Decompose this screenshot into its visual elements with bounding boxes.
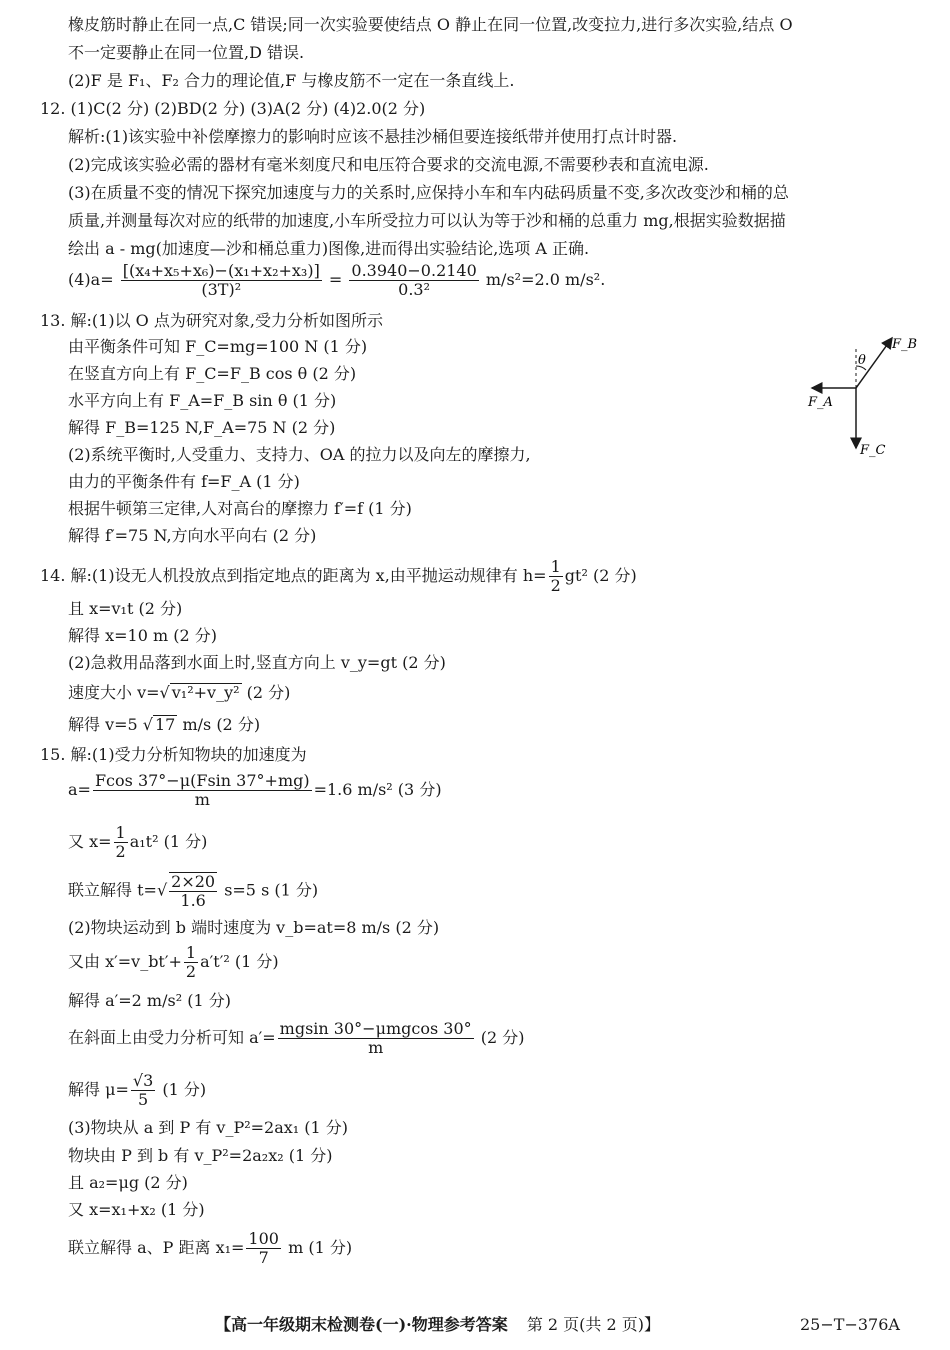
text-line: 根据牛顿第三定律,人对高台的摩擦力 f′=f (1 分) — [68, 499, 412, 518]
text-line: 又 x=x₁+x₂ (1 分) — [68, 1200, 205, 1219]
fraction: $\frac{Fcos 37^\circ-\mu(Fsin 37^\circ+mg)}{m}$ — [94, 771, 310, 809]
text-line: (2)F 是 F₁、F₂ 合力的理论值,F 与橡皮筋不一定在一条直线上. — [68, 71, 515, 90]
text-line: (2)物块运动到 b 端时速度为 v_b=at=8 m/s (2 分) — [68, 918, 440, 937]
text-line: (2)完成该实验必需的器材有毫米刻度尺和电压符合要求的交流电源,不需要秒表和直流电源. — [68, 155, 709, 174]
formula-line: 又由 x′=v_bt′+ $\frac{1}{2}$ a′t′² (1 分) — [68, 943, 279, 981]
text-line: 由力的平衡条件有 f=F_A (1 分) — [68, 472, 300, 491]
fraction: $\frac{100}{7}$ — [248, 1229, 279, 1267]
formula-line: 联立解得 a、P 距离 x₁= $\frac{100}{7}$ m (1 分) — [68, 1229, 353, 1267]
fraction: $\frac{1}{2}$ — [115, 823, 126, 861]
formula-line: 解得 μ= $\frac{√3}{5}$ (1 分) — [68, 1071, 207, 1109]
theta-label: θ — [858, 353, 866, 368]
text-line: 解析:(1)该实验中补偿摩擦力的影响时应该不悬挂沙桶但要连接纸带并使用打点计时器. — [68, 127, 678, 146]
text-line: (2)系统平衡时,人受重力、支持力、OA 的拉力以及向左的摩擦力, — [68, 445, 531, 464]
text-line: 解得 x=10 m (2 分) — [68, 626, 217, 645]
text-line: 水平方向上有 F_A=F_B sin θ (1 分) — [68, 391, 337, 410]
formula-line: 在斜面上由受力分析可知 a′= $\frac{\text{mgsin 30°−μmgcos 30°}}{m}$ (2 分) — [68, 1019, 525, 1057]
text-line: 由平衡条件可知 F_C=mg=100 N (1 分) — [68, 337, 368, 356]
formula-line: 联立解得 t=√ $\frac{2\times 20}{1.6}$ s=5 s (1 分) — [68, 872, 319, 910]
formula-line: 解得 v=5 √ 17 m/s (2 分) — [68, 715, 261, 734]
footer-title: 【高一年级期末检测卷(一)·物理参考答案 第 2 页(共 2 页)】 — [215, 1315, 661, 1334]
fraction: $\frac{2\times 20}{1.6}$ — [171, 872, 216, 910]
text-line: 质量,并测量每次对应的纸带的加速度,小车所受拉力可以认为等于沙和桶的总重力 mg,根据实验数据描 — [68, 211, 786, 230]
text-line: 解得 F_B=125 N,F_A=75 N (2 分) — [68, 418, 336, 437]
text-line: 不一定要静止在同一位置,D 错误. — [68, 43, 305, 62]
fraction: $\frac{\text{[(x₄+x₅+x₆)−(x₁+x₂+x₃)]}}{\text{(3T)²}}$ — [122, 261, 320, 299]
fc-label: F_C — [860, 443, 886, 458]
formula-suffix: m/s²=2.0 m/s². — [485, 270, 606, 289]
formula-line: 又 x= $\frac{1}{2}$ a₁t² (1 分) — [68, 823, 208, 861]
fb-label: F_B — [892, 337, 918, 352]
text-line: (2)急救用品落到水面上时,竖直方向上 v_y=gt (2 分) — [68, 653, 446, 672]
formula-prefix: (4)a= — [68, 270, 114, 289]
footer-page: 第 2 页(共 2 页)】 — [526, 1315, 661, 1334]
fraction: $\frac{√3}{5}$ — [132, 1071, 154, 1109]
fraction: $\frac{0.3940-0.2140}{\text{0.3²}}$ — [351, 261, 477, 299]
text-line: 物块由 P 到 b 有 v_P²=2a₂x₂ (1 分) — [68, 1146, 333, 1165]
text-line: 绘出 a - mg(加速度—沙和桶总重力)图像,进而得出实验结论,选项 A 正确. — [68, 239, 590, 258]
formula-line: a= $\frac{Fcos 37^\circ-\mu(Fsin 37^\circ+mg)}{m}$ =1.6 m/s² (3 分) — [68, 771, 442, 809]
text-line: 且 a₂=μg (2 分) — [68, 1173, 188, 1192]
q12-header: 12. (1)C(2 分) (2)BD(2 分) (3)A(2 分) (4)2.0(2 分) — [40, 99, 426, 118]
formula-line: (4)a= $\frac{\text{[(x₄+x₅+x₆)−(x₁+x₂+x₃)]}}{\text{(3T)²}}$ = $\frac{0.3940-0.2140}{\text{0.3²}}$ m/s²=2.0 m/s². — [68, 261, 606, 299]
text-line: (3)物块从 a 到 P 有 v_P²=2ax₁ (1 分) — [68, 1118, 349, 1137]
text-line: 解得 f′=75 N,方向水平向右 (2 分) — [68, 526, 317, 545]
text-line: (3)在质量不变的情况下探究加速度与力的关系时,应保持小车和车内砝码质量不变,多次改变沙和桶的总 — [68, 183, 789, 202]
text-line: 解得 a′=2 m/s² (1 分) — [68, 991, 231, 1010]
formula-line: 速度大小 v=√ v₁²+v_y² (2 分) — [68, 683, 291, 702]
fa-label: F_A — [808, 395, 833, 410]
sqrt: v₁²+v_y² — [171, 683, 240, 702]
fraction: $\frac{1}{2}$ — [185, 943, 197, 981]
q14-header: 14. 解:(1)设无人机投放点到指定地点的距离为 x,由平抛运动规律有 h= $\frac{1}{2}$ gt² (2 分) — [40, 557, 637, 595]
text-line: 橡皮筋时静止在同一点,C 错误;同一次实验要使结点 O 静止在同一位置,改变拉力,进行多次实验,结点 O — [68, 15, 793, 34]
text-line: 且 x=v₁t (2 分) — [68, 599, 183, 618]
q15-header: 15. 解:(1)受力分析知物块的加速度为 — [40, 745, 307, 764]
footer-code: 25−T−376A — [800, 1315, 900, 1334]
q13-header: 13. 解:(1)以 O 点为研究对象,受力分析如图所示 — [40, 311, 383, 330]
sqrt: 17 — [155, 715, 176, 734]
force-diagram — [800, 330, 920, 460]
text-line: 在竖直方向上有 F_C=F_B cos θ (2 分) — [68, 364, 357, 383]
fraction: $\frac{1}{2}$ — [550, 557, 561, 595]
fraction: $\frac{\text{mgsin 30°−μmgcos 30°}}{m}$ — [279, 1019, 472, 1057]
